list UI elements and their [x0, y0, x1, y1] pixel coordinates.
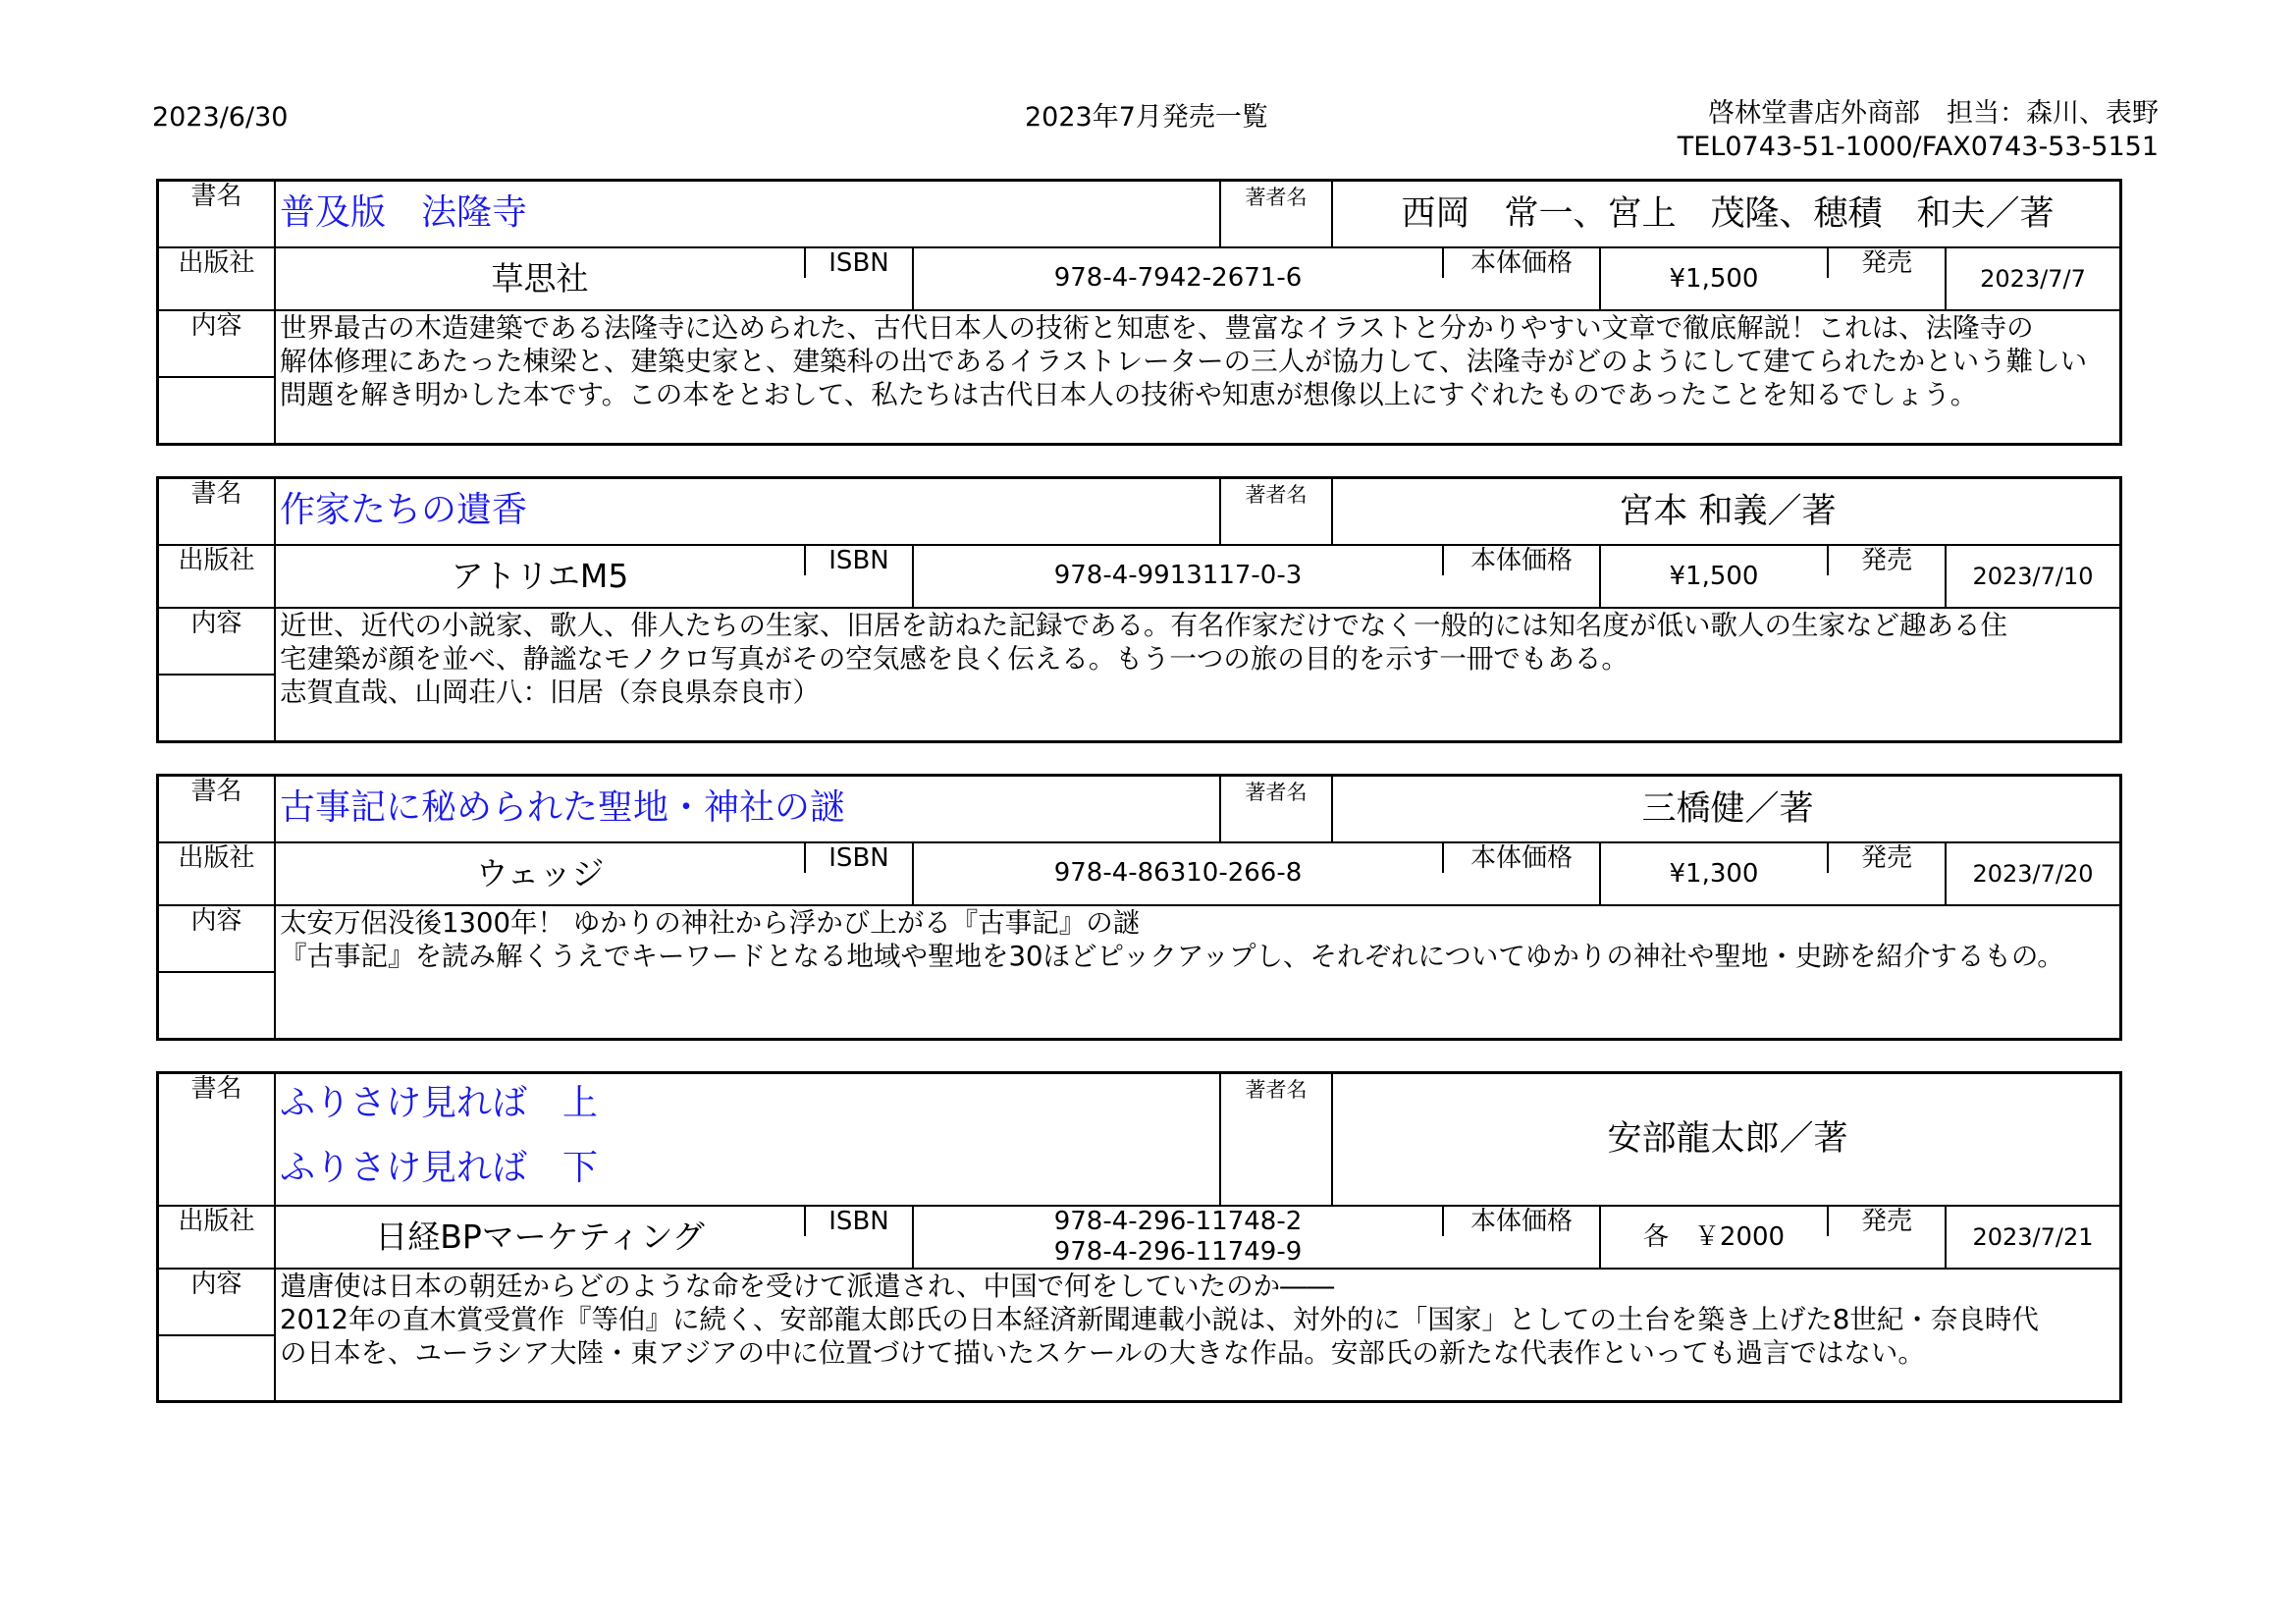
content-line: 世界最古の木造建築である法隆寺に込められた、古代日本人の技術と知恵を、豊富なイラストと分かりやすい文章で徹底解説！これは、法隆寺の — [280, 312, 2034, 344]
price-label: 本体価格 — [1442, 546, 1599, 575]
content-line: 近世、近代の小説家、歌人、俳人たちの生家、旧居を訪ねた記録である。有名作家だけでなく一般的には知名度が低い歌人の生家など趣ある住 — [280, 610, 2007, 641]
content-line: の日本を、ユーラシア大陸・東アジアの中に位置づけて描いたスケールの大きな作品。安部氏の新たな代表作といっても過言ではない。 — [280, 1337, 1925, 1369]
isbn-value: 978-4-9913117-0-3 — [1053, 561, 1303, 590]
title-cell — [274, 777, 1219, 841]
price-label: 本体価格 — [1442, 248, 1599, 278]
isbn-label: ISBN — [804, 1207, 912, 1236]
release-label: 発売 — [1827, 1207, 1945, 1236]
publisher-label: 出版社 — [178, 546, 255, 575]
content-cell — [274, 906, 2119, 1038]
isbn-value: 978-4-86310-266-8 — [1053, 858, 1303, 888]
price-label: 本体価格 — [1442, 843, 1599, 873]
publisher-name: 草思社 — [274, 248, 804, 309]
content-label: 内容 — [159, 1270, 274, 1336]
publisher-name: 日経BPマーケティング — [274, 1207, 804, 1268]
title-label: 書名 — [190, 182, 242, 211]
isbn-label: ISBN — [804, 248, 912, 278]
content-line: 太安万侶没後1300年！ ゆかりの神社から浮かび上がる『古事記』の謎 — [280, 907, 1141, 939]
author-label: 著者名 — [1219, 777, 1331, 841]
content-line: 遣唐使は日本の朝廷からどのような命を受けて派遣され、中国で何をしていたのか―― — [280, 1271, 1335, 1302]
document-title: 2023年7月発売一覧 — [1025, 102, 1268, 133]
store-contact: TEL0743-51-1000/FAX0743-53-5151 — [1677, 132, 2159, 162]
isbn-label: ISBN — [804, 546, 912, 575]
price-value: ¥1,500 — [1599, 248, 1827, 309]
book-author: 安部龍太郎／著 — [1331, 1074, 2122, 1205]
content-cell — [274, 1270, 2119, 1400]
title-cell — [274, 182, 1219, 246]
book-entry — [156, 774, 2122, 1041]
content-cell — [274, 311, 2119, 443]
content-label: 内容 — [159, 311, 274, 378]
release-label: 発売 — [1827, 248, 1945, 278]
isbn-label: ISBN — [804, 843, 912, 873]
publisher-label: 出版社 — [178, 843, 255, 873]
book-entry — [156, 1071, 2122, 1403]
store-info: 啓林堂書店外商部 担当：森川、表野 — [1708, 98, 2159, 129]
book-title: 普及版 法隆寺 — [280, 192, 528, 233]
isbn-cell — [912, 248, 1442, 309]
release-date: 2023/7/21 — [1945, 1207, 2119, 1268]
release-label: 発売 — [1827, 546, 1945, 575]
content-label: 内容 — [159, 609, 274, 676]
publisher-label: 出版社 — [178, 1207, 255, 1236]
publisher-name: アトリエM5 — [274, 546, 804, 607]
content-line: 解体修理にあたった棟梁と、建築史家と、建築科の出であるイラストレーターの三人が協力して、法隆寺がどのようにして建てられたかという難しい — [280, 346, 2088, 377]
release-label: 発売 — [1827, 843, 1945, 873]
book-author: 西岡 常一、宮上 茂隆、穂積 和夫／著 — [1331, 182, 2122, 246]
title-label: 書名 — [190, 777, 242, 806]
price-value: 各 ￥2000 — [1599, 1207, 1827, 1268]
book-author: 三橋健／著 — [1331, 777, 2122, 841]
content-line: 問題を解き明かした本です。この本をとおして、私たちは古代日本人の技術や知恵が想像以上にすぐれたものであったことを知るでしょう。 — [280, 379, 1978, 410]
release-date: 2023/7/7 — [1945, 248, 2119, 309]
content-line: 志賀直哉、山岡荘八：旧居（奈良県奈良市） — [280, 676, 820, 708]
isbn-value: 978-4-296-11748-2 — [1053, 1207, 1303, 1236]
release-date: 2023/7/10 — [1945, 546, 2119, 607]
title-cell — [274, 479, 1219, 544]
isbn-value: 978-4-7942-2671-6 — [1053, 263, 1303, 293]
document-date: 2023/6/30 — [152, 102, 289, 133]
book-entry — [156, 179, 2122, 446]
content-line: 宅建築が顔を並べ、静謐なモノクロ写真がその空気感を良く伝える。もう一つの旅の目的を示す一冊でもある。 — [280, 643, 1629, 675]
publisher-name: ウェッジ — [274, 843, 804, 904]
book-title: ふりさけ見れば 上 — [280, 1083, 599, 1123]
author-label: 著者名 — [1219, 479, 1331, 544]
book-entry — [156, 476, 2122, 743]
title-cell — [274, 1074, 1219, 1205]
author-label: 著者名 — [1219, 1074, 1331, 1205]
price-value: ¥1,300 — [1599, 843, 1827, 904]
isbn-cell — [912, 546, 1442, 607]
release-date: 2023/7/20 — [1945, 843, 2119, 904]
author-label: 著者名 — [1219, 182, 1331, 246]
isbn-cell — [912, 843, 1442, 904]
content-line: 2012年の直木賞受賞作『等伯』に続く、安部龍太郎氏の日本経済新聞連載小説は、対外的に「国家」としての土台を築き上げた8世紀・奈良時代 — [280, 1304, 2039, 1335]
title-label: 書名 — [190, 1074, 242, 1104]
book-author: 宮本 和義／著 — [1331, 479, 2122, 544]
book-title: 古事記に秘められた聖地・神社の謎 — [280, 787, 846, 828]
book-title: 作家たちの遺香 — [280, 490, 528, 530]
price-label: 本体価格 — [1442, 1207, 1599, 1236]
content-line: 『古事記』を読み解くうえでキーワードとなる地域や聖地を30ほどピックアップし、それぞれについてゆかりの神社や聖地・史跡を紹介するもの。 — [280, 941, 2064, 972]
isbn-value: 978-4-296-11749-9 — [1053, 1237, 1303, 1267]
content-cell — [274, 609, 2119, 740]
content-label: 内容 — [159, 906, 274, 973]
title-label: 書名 — [190, 479, 242, 509]
price-value: ¥1,500 — [1599, 546, 1827, 607]
publisher-label: 出版社 — [178, 248, 255, 278]
isbn-cell — [912, 1207, 1442, 1268]
book-title: ふりさけ見れば 下 — [280, 1148, 599, 1188]
